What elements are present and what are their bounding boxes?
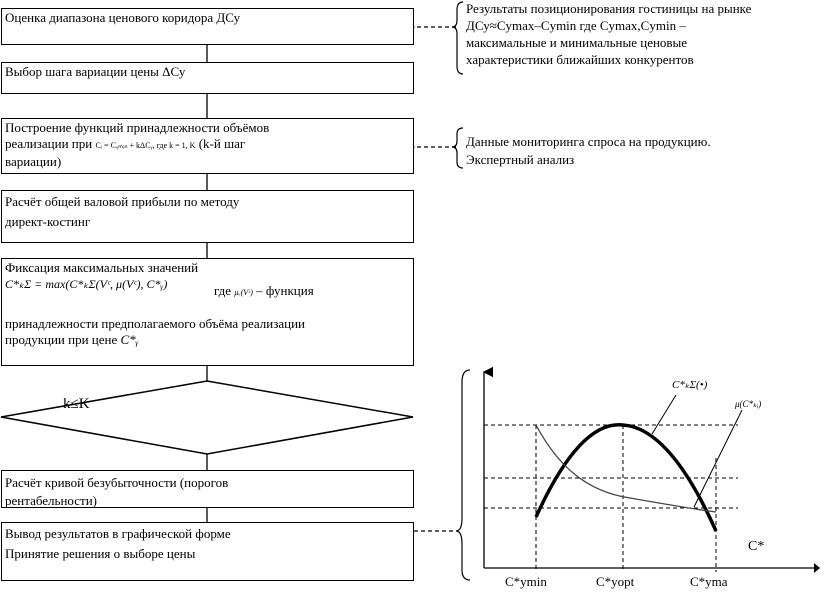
decision-label: k≤K [63, 396, 90, 412]
box5-mid [214, 283, 314, 301]
box7-line1: Вывод результатов в графической форме [5, 526, 231, 541]
box-price-corridor [1, 8, 414, 45]
membership-curve-label: μ(C*ₖᵢ) [735, 399, 762, 409]
note1-line4: характеристики ближайших конкурентов [466, 52, 694, 67]
box-price-step-label: Выбор шага вариации цены ΔСу [5, 64, 186, 79]
box5-line1: Фиксация максимальных значений [5, 260, 199, 275]
note2-brace [452, 128, 463, 168]
note2-line2: Экспертный анализ [466, 152, 575, 167]
chart-brace [456, 370, 470, 580]
profit-label-leader [652, 395, 676, 434]
box5-formula: C*ₖΣ = max(C*ₖΣ(Vᶜ, μ(Vᶜ), C*ᵧ) [5, 277, 168, 291]
box5-mid-word: где [214, 283, 232, 298]
box6-line1: Расчёт кривой безубыточности (порогов [5, 475, 229, 490]
note1-line2: ДСу≈Cymax–Cymin где Cymax,Cymin – [466, 18, 686, 33]
chart-tick-ymin: C*ymin [505, 574, 547, 589]
box5-formula-line [5, 276, 410, 298]
chart-x-axis-label: C* [748, 539, 765, 554]
box5-line3: принадлежности предполагаемого объёма реализации [5, 316, 305, 331]
box5-line2-suffix: – функция [256, 283, 314, 298]
box5-line4-prefix: продукции при цене [5, 332, 118, 347]
box4-line2: директ-костинг [5, 214, 91, 229]
box-price-corridor-label: Оценка диапазона ценового коридора ДСу [5, 10, 241, 25]
note1-line1: Результаты позиционирования гостиницы на рынке [466, 1, 752, 16]
box-membership-functions [1, 118, 414, 174]
box5-line4-symbol: C*ᵧ [120, 332, 139, 347]
box5-line4 [5, 332, 410, 348]
profit-curve-label: C*ₖΣ(•) [672, 379, 708, 391]
box3-line3: вариации) [5, 154, 62, 169]
box3-line2-prefix: реализации при [5, 136, 93, 151]
box6-line2: рентабельности) [5, 493, 97, 508]
box3-line2 [5, 136, 410, 154]
box5-mu-formula: μᵥ(Vᶜ) [234, 288, 253, 297]
note1-brace [452, 2, 463, 74]
box-gross-profit [1, 190, 414, 243]
box-price-step [1, 62, 414, 94]
note-positioning [466, 0, 840, 68]
decision-diamond [1, 381, 413, 454]
box-output-decision [1, 522, 414, 581]
box4-line1: Расчёт общей валовой прибыли по методу [5, 194, 240, 209]
chart-tick-yma: C*yma [690, 574, 728, 589]
box3-line1: Построение функций принадлежности объёмов [5, 120, 270, 135]
chart-tick-yopt: C*yopt [596, 574, 635, 589]
box3-line2-suffix: (k-й шаг [198, 136, 246, 151]
box-max-values [1, 258, 414, 366]
box-break-even [1, 470, 414, 508]
break-even-chart [484, 372, 820, 573]
note1-line3: максимальные и минимальные ценовые [466, 35, 688, 50]
note2-line1: Данные мониторинга спроса на продукцию. [466, 134, 711, 149]
note-demand-monitoring [466, 133, 840, 169]
box7-line2: Принятие решения о выборе цены [5, 546, 196, 561]
box3-formula: Cᵢ = Cᵧₘᵢₙ + kΔCᵧ, где k = 1, K [95, 141, 196, 150]
